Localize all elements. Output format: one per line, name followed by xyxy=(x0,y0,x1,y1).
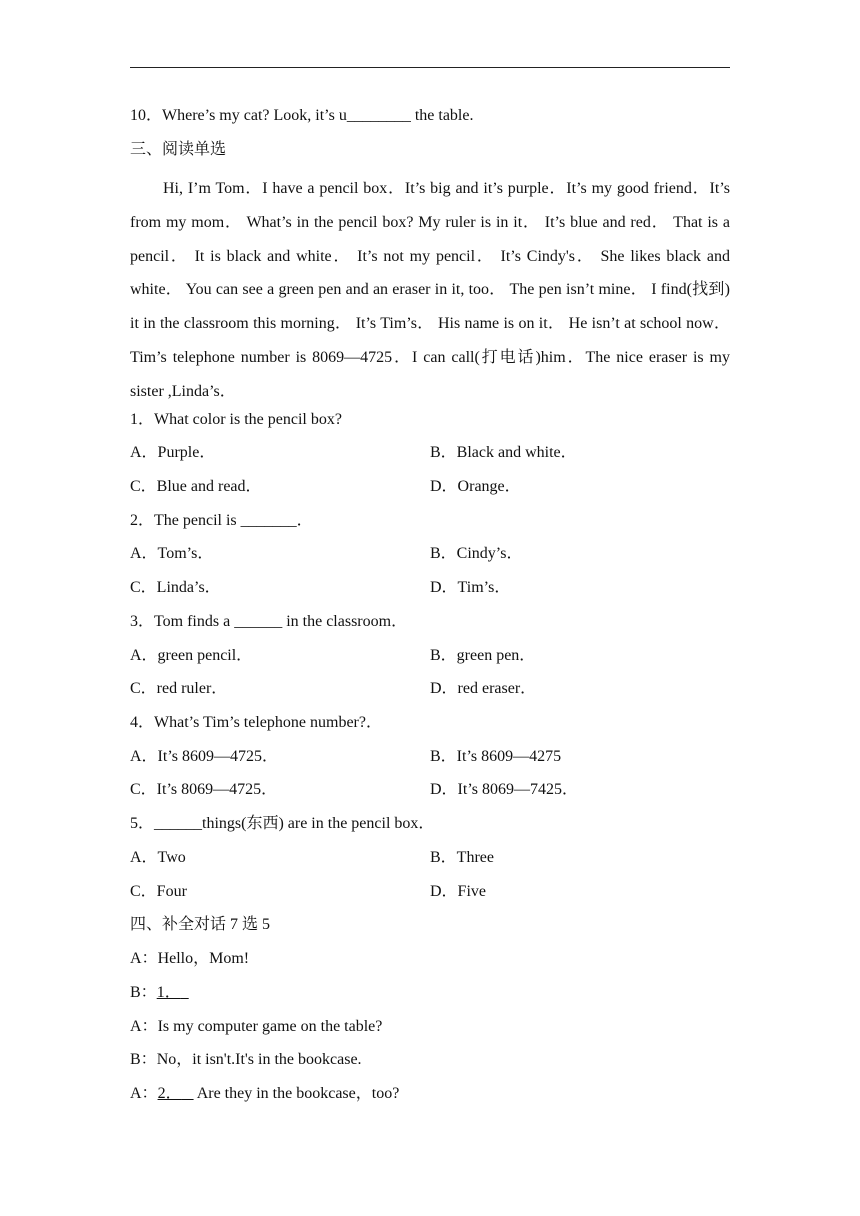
dialogue-text: No，it isn't.It's in the bookcase. xyxy=(156,1051,362,1068)
question-4-option-c: C．It’s 8069—4725． xyxy=(130,781,278,798)
question-5-option-b: B．Three xyxy=(430,849,494,866)
dialogue-text: Hello，Mom! xyxy=(157,950,250,967)
question-5-stem: 5．______things(东西) are in the pencil box． xyxy=(130,815,435,832)
header-rule xyxy=(130,67,730,68)
section-3-title: 三、阅读单选 xyxy=(130,141,227,158)
question-3-option-d: D．red eraser． xyxy=(430,680,537,697)
question-1-stem: 1．What color is the pencil box? xyxy=(130,411,342,428)
question-2-option-d: D．Tim’s． xyxy=(430,579,511,596)
dialogue-text: Are they in the bookcase，too? xyxy=(193,1085,400,1102)
question-3-option-c: C．red ruler． xyxy=(130,680,228,697)
question-5-option-c: C．Four xyxy=(130,883,187,900)
question-5-option-d: D．Five xyxy=(430,883,487,900)
question-4-stem: 4．What’s Tim’s telephone number?． xyxy=(130,714,382,731)
question-10: 10．Where’s my cat? Look, it’s u________ the table. xyxy=(130,107,474,124)
question-1-option-c: C．Blue and read． xyxy=(130,478,262,495)
question-5-option-a: A．Two xyxy=(130,849,186,866)
question-1-option-d: D．Orange． xyxy=(430,478,521,495)
question-2-option-b: B．Cindy’s． xyxy=(430,545,523,562)
question-4-option-d: D．It’s 8069—7425． xyxy=(430,781,579,798)
question-3-option-b: B．green pen． xyxy=(430,647,536,664)
question-3-stem: 3．Tom finds a ______ in the classroom． xyxy=(130,613,408,630)
dialogue-line-1 xyxy=(130,947,730,971)
question-1-option-a: A．Purple． xyxy=(130,444,216,461)
reading-passage: Hi, I’m Tom．I have a pencil box．It’s big and it’s purple．It’s my good friend．It’s from my mom． What’s in the pencil box? My ruler is in it． It’s blue and red． That is a pencil． It is black and white． It’s not my pencil． It’s Cindy's． She likes black and white． You can see a green pen and an eraser in it, too． The pen isn’t mine． I find(找到) it in the classroom this morning． It’s Tim’s． His name is on it． He isn’t at school now．Tim’s telephone number is 8069—4725．I can call(打电话)him．The nice eraser is my sister ,Linda’s． xyxy=(130,180,730,400)
dialogue-speaker: A： xyxy=(130,1018,158,1035)
dialogue-text: Is my computer game on the table? xyxy=(157,1018,383,1035)
dialogue-line-3 xyxy=(130,1015,730,1039)
dialogue-line-2 xyxy=(130,981,730,1005)
dialogue-speaker: A： xyxy=(130,1085,158,1102)
section-4-title: 四、补全对话 7 选 5 xyxy=(130,916,271,933)
question-1-option-b: B．Black and white． xyxy=(430,444,577,461)
question-2-option-a: A．Tom’s． xyxy=(130,545,214,562)
dialogue-blank-2: 2． xyxy=(157,1085,182,1102)
dialogue-line-4 xyxy=(130,1048,730,1072)
question-3-option-a: A．green pencil． xyxy=(130,647,253,664)
question-4-option-b: B．It’s 8609—4275 xyxy=(430,748,562,765)
question-2-stem: 2．The pencil is _______． xyxy=(130,512,313,529)
dialogue-speaker: B： xyxy=(130,984,157,1001)
dialogue-speaker: A： xyxy=(130,950,158,967)
question-4-option-a: A．It’s 8609—4725． xyxy=(130,748,279,765)
dialogue-line-5 xyxy=(130,1082,730,1106)
question-2-option-c: C．Linda’s． xyxy=(130,579,221,596)
dialogue-speaker: B： xyxy=(130,1051,157,1068)
dialogue-blank-1: 1． xyxy=(156,984,181,1001)
